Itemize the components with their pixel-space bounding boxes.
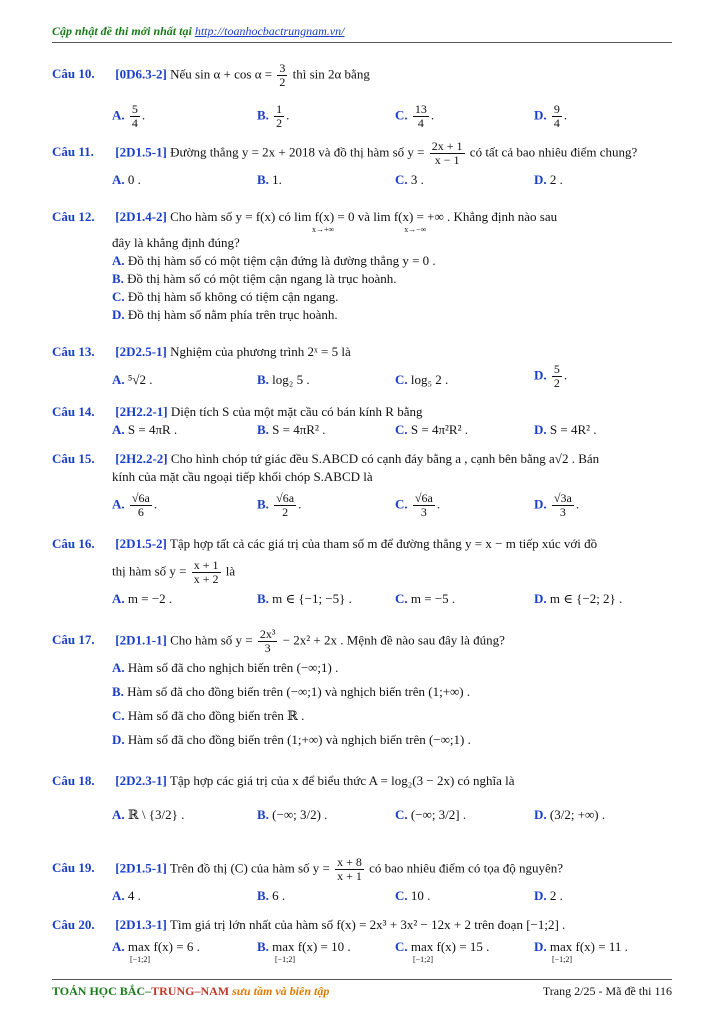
option-d[interactable]: D. $\frac{√3a}{3}$ . — [534, 491, 580, 519]
option-b[interactable]: B. (−∞; 3/2) . — [257, 807, 328, 822]
option-a[interactable]: A. 4 . — [112, 888, 141, 903]
question-code: [2D1.3-1] — [115, 917, 167, 932]
option-b[interactable]: B. log₂ 5 . — [257, 372, 310, 387]
question-20 — [52, 916, 674, 968]
option-b[interactable]: B. $\frac{1}{2}$ . — [257, 102, 290, 130]
question-code: [2D1.5-2] — [115, 536, 167, 551]
question-code: [2D2.3-1] — [115, 773, 167, 788]
option-a[interactable]: A. 0 . — [112, 172, 141, 187]
footer-divider — [52, 979, 672, 980]
question-number: Câu 11. — [52, 144, 94, 160]
question-text: Nếu sin α + cos α = — [170, 66, 273, 82]
options — [112, 171, 674, 191]
option-a[interactable]: A. $\frac{5}{4}$ . — [112, 102, 146, 130]
question-text: Nghiệm của phương trình 2ˣ = 5 là — [170, 344, 351, 359]
option-d[interactable]: D. $\frac{5}{2}$ . — [534, 362, 568, 390]
question-text: Tập hợp tất cả các giá trị của tham số m để đường thẳng y = x − m tiếp xúc với đồ — [169, 536, 598, 551]
option-a[interactable]: A. ⁵√2 . — [112, 372, 153, 387]
question-number: Câu 12. — [52, 209, 95, 224]
options — [112, 938, 674, 968]
option-d[interactable]: D. m ∈ {−2; 2} . — [534, 591, 623, 606]
page-header — [52, 24, 344, 39]
option-d[interactable]: D. (3/2; +∞) . — [534, 807, 606, 822]
question-text: Tập hợp các giá trị của x để biểu thức A = log₂(3 − 2x) có nghĩa là — [169, 773, 515, 788]
options — [112, 806, 674, 836]
option-d[interactable]: D. max f(x) = 11 . [−1;2] — [534, 939, 628, 964]
header-divider — [52, 42, 672, 43]
options — [112, 590, 674, 610]
option-b[interactable]: B. S = 4πR² . — [257, 422, 326, 437]
question-text: Diện tích S của một mặt cầu có bán kính R bằng — [170, 404, 423, 419]
option-d[interactable]: D. S = 4R² . — [534, 422, 597, 437]
option-b[interactable]: B. Đồ thị hàm số có một tiệm cận ngang là trục hoành. — [112, 271, 397, 286]
option-a[interactable]: A. m = −2 . — [112, 591, 173, 606]
question-text: Tìm giá trị lớn nhất của hàm số f(x) = 2x³ + 3x² − 12x + 2 trên đoạn [−1;2] . — [169, 917, 566, 932]
question-text: Cho hình chóp tứ giác đều S.ABCD có cạnh đáy bằng a , cạnh bên bằng a√2 . Bán — [170, 451, 600, 466]
option-d[interactable]: D. 2 . — [534, 888, 563, 903]
question-15 — [52, 450, 674, 526]
footer-brand-2: TRUNG–NAM — [151, 984, 230, 998]
option-a[interactable]: A. max f(x) = 6 . [−1;2] — [112, 939, 200, 964]
question-code: [2H2.2-2] — [115, 451, 168, 466]
question-12 — [52, 208, 674, 324]
option-b[interactable]: B. 1. — [257, 172, 282, 187]
option-b[interactable]: B. 6 . — [257, 888, 286, 903]
option-c[interactable]: C. max f(x) = 15 . [−1;2] — [395, 939, 490, 964]
question-code: [2D1.4-2] — [115, 209, 167, 224]
question-16 — [52, 535, 674, 610]
question-number: Câu 10. — [52, 66, 95, 82]
limit-subscripts: x→+∞ x→−∞ — [312, 225, 427, 234]
option-d[interactable]: D. $\frac{9}{4}$ . — [534, 102, 568, 130]
question-code: [0D6.3-2] — [115, 66, 167, 82]
option-d[interactable]: D. Hàm số đã cho đồng biến trên (1;+∞) và nghịch biến trên (−∞;1) . — [112, 732, 471, 747]
question-text-cont: thị hàm số y = $\frac{x + 1}{x + 2}$ là — [112, 558, 236, 586]
question-number: Câu 16. — [52, 536, 95, 551]
question-18 — [52, 772, 674, 836]
option-a[interactable]: A. Hàm số đã cho nghịch biến trên (−∞;1) . — [112, 660, 339, 675]
option-c[interactable]: C. $\frac{13}{4}$ . — [395, 102, 435, 130]
page-number: Trang 2/25 - Mã đề thi 116 — [542, 984, 672, 998]
option-b[interactable]: B. $\frac{√6a}{2}$ . — [257, 491, 302, 519]
header-lead: Cập nhật đề thi mới nhất tại — [52, 24, 192, 38]
option-b[interactable]: B. m ∈ {−1; −5} . — [257, 591, 352, 606]
options — [112, 887, 674, 907]
question-code: [2D2.5-1] — [115, 344, 167, 359]
fraction: $\frac{x + 8}{x + 1}$ — [337, 855, 362, 883]
option-c[interactable]: C. m = −5 . — [395, 591, 456, 606]
question-10 — [52, 62, 674, 133]
question-text: Đường thẳng y = 2x + 2018 và đồ thị hàm số y = — [170, 144, 425, 160]
option-c[interactable]: C. Đồ thị hàm số không có tiệm cận ngang. — [112, 289, 339, 304]
question-11 — [52, 140, 674, 191]
option-b[interactable]: B. max f(x) = 10 . [−1;2] — [257, 939, 351, 964]
question-number: Câu 20. — [52, 917, 95, 932]
footer-brand: TOÁN HỌC BẮC– — [52, 984, 152, 998]
question-14 — [52, 403, 674, 441]
option-d[interactable]: D. Đồ thị hàm số nằm phía trên trục hoành. — [112, 307, 338, 322]
question-text: Cho hàm số y = f(x) có lim f(x) = 0 và lim f(x) = +∞ . Khẳng định nào sau — [170, 209, 558, 224]
option-c[interactable]: C. (−∞; 3/2] . — [395, 807, 467, 822]
question-code: [2H2.2-1] — [115, 404, 168, 419]
option-c[interactable]: C. S = 4π²R² . — [395, 422, 468, 437]
option-c[interactable]: C. $\frac{√6a}{3}$ . — [395, 491, 441, 519]
options — [112, 492, 674, 526]
option-d[interactable]: D. 2 . — [534, 172, 563, 187]
question-code: [2D1.1-1] — [115, 632, 167, 648]
page-footer — [52, 984, 672, 999]
question-number: Câu 18. — [52, 773, 95, 788]
question-text: Trên đồ thị (C) của hàm số y = — [169, 860, 330, 876]
option-a[interactable]: A. Đồ thị hàm số có một tiệm cận đứng là đường thẳng y = 0 . — [112, 253, 436, 268]
fraction: $\frac{\text{2x³}}{3}$ — [259, 627, 276, 655]
option-c[interactable]: C. Hàm số đã cho đồng biến trên ℝ . — [112, 708, 305, 723]
footer-note: sưu tầm và biên tập — [232, 984, 330, 998]
question-text-end: thì sin 2α bằng — [292, 66, 370, 82]
options — [112, 103, 674, 133]
question-number: Câu 17. — [52, 632, 95, 648]
fraction: $\frac{3}{2}$ — [279, 61, 286, 89]
question-text-cont: kính của mặt cầu ngoại tiếp khối chóp S.ABCD là — [112, 469, 373, 484]
option-c[interactable]: C. 10 . — [395, 888, 431, 903]
question-13 — [52, 343, 674, 399]
options — [112, 421, 674, 441]
question-text-end: có tất cả bao nhiêu điểm chung? — [469, 144, 638, 160]
question-number: Câu 19. — [52, 860, 95, 876]
question-text-end: − 2x² + 2x . Mệnh đề nào sau đây là đúng? — [282, 632, 505, 648]
options — [112, 362, 674, 399]
option-b[interactable]: B. Hàm số đã cho đồng biến trên (−∞;1) và nghịch biến trên (1;+∞) . — [112, 684, 471, 699]
option-a[interactable]: A. S = 4πR . — [112, 422, 178, 437]
question-number: Câu 14. — [52, 404, 95, 419]
header-link[interactable]: http://toanhocbactrungnam.vn/ — [194, 24, 345, 38]
question-17 — [52, 628, 674, 749]
option-c[interactable]: C. 3 . — [395, 172, 424, 187]
question-text-cont: đây là khẳng định đúng? — [112, 235, 240, 250]
question-19 — [52, 856, 674, 907]
question-number: Câu 15. — [52, 451, 95, 466]
question-text-end: có bao nhiêu điểm có tọa độ nguyên? — [369, 860, 563, 876]
question-code: [2D1.5-1] — [115, 860, 167, 876]
fraction: $\frac{2x + 1}{x - 1}$ — [431, 139, 463, 167]
option-a[interactable]: A. ℝ \ {3/2} . — [112, 807, 185, 822]
option-c[interactable]: C. log₅ 2 . — [395, 372, 449, 387]
option-a[interactable]: A. $\frac{√6a}{6}$ . — [112, 491, 158, 519]
question-code: [2D1.5-1] — [115, 144, 167, 160]
question-number: Câu 13. — [52, 344, 95, 359]
question-text: Cho hàm số y = — [170, 632, 253, 648]
